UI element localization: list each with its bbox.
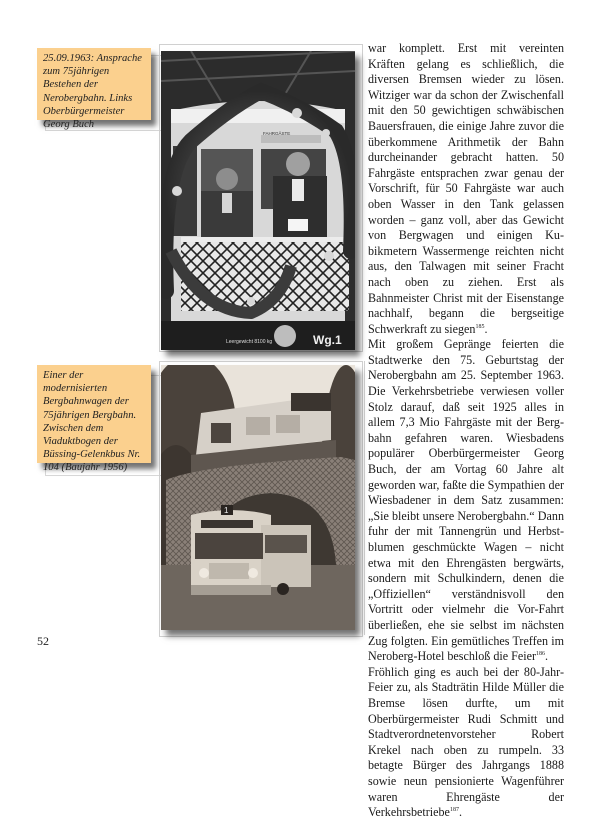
paragraph-3: Fröhlich ging es auch bei der 80-Jahr-Feier zu, als Stadträtin Hilde Müller die Bremse lösen durfte, um mit Oberbürgermeister Rudi Schmitt und Stadtverordnetenvorsteher Robert Krekel nach oben zu rumpeln. 33 betagte Bürger des Jahrgangs 1888 sowie neun pensionierte Wagenführer waren Ehrengäste der Verkehrsbetriebe$^{187}$. <box>368 664 564 820</box>
photo-anniversary-speech <box>161 51 355 350</box>
footnote-186[interactable]: 186 <box>536 651 546 658</box>
bus-line-number: 1 <box>224 506 229 515</box>
paragraph-1: war komplett. Erst mit vereinten Kräften gelang es schließlich, die diversen Bremsen wieder zu lösen. Witziger war da schon der Zwischenfall mit den 50 gewichtigen schwäbischen Bauersfrauen, die einige Jahre zuvor die überkommene Arithmetik der Bahn durcheinander gebracht hatten. 50 Fahrgäste entsprachen zwar genau der Vorschrift, für 50 Fahrgäste war auch oben Wasser in den Tank gelassen worden – ganz voll, aber das Gewicht von Bergwagen und einigen Kubikmetern Wassermenge reichten nicht aus, den Talwagen mit seiner Fracht nach oben zu ziehen. Erst als Bahnmeister Christ mit der Eisenstange nachhalf, begann die bergseitige Schwerkraft zu siegen$^{185}$. <box>368 41 564 336</box>
caption-text: Einer der modernisierten Bergbahnwagen der 75jährigen Bergbahn. Zwischen dem Viaduktbogen der Büssing-Gelenkbus Nr. 104 (Baujahr 1956) <box>43 370 141 474</box>
photo-caption-1 <box>37 48 151 131</box>
photo-2-image <box>161 365 355 630</box>
wg1-plate: Wg.1 <box>313 333 342 347</box>
footnote-185[interactable]: 185 <box>475 323 485 330</box>
article-body <box>368 41 564 821</box>
footnote-187[interactable]: 187 <box>449 807 459 814</box>
photo-caption-2 <box>37 365 151 474</box>
photo-1-image <box>161 51 355 350</box>
fahrgaeste-sign: FAHRGÄSTE <box>263 131 291 136</box>
page-number: 52 <box>37 634 49 648</box>
column-rule <box>364 361 365 635</box>
caption-text: 25.09.1963: Ansprache zum 75jährigen Bestehen der Nerobergbahn. Links Oberbürgermeister Georg Buch <box>43 53 142 131</box>
paragraph-2: Mit großem Gepränge feierten die Stadtwerke den 75. Geburtstag der Nerobergbahn am 25. September 1963. Die Verkehrsbetriebe verwiesen voller Stolz darauf, daß seit 1925 alles in allem 7,3 Mio Fahrgäste mit der Bergbahn gefahren waren. Wiesbadens populärer Oberbürgermeister Georg Buch, der am Vortag 60 Jahre alt geworden war, faßte die Sympathien der Wiesbadener in dem Satz zusammen: „Sie bleibt unsere Nerobergbahn.“ Dann fuhr der mit Tannengrün und Herbstblumen geschmückte Wagen – nicht etwa mit den Ehrengästen bergwärts, sondern mit Schulkindern, denen die „Offiziellen“ verständnisvoll den Vortritt oder vielmehr die Vor-Fahrt überließen, ehe sie selbst im nächsten Zug folgten. Ein gemütliches Treffen im Neroberg-Hotel beschloß die Feier$^{186}$. <box>368 337 564 664</box>
weight-label: Leergewicht 8100 kg <box>226 339 273 345</box>
photo-viaduct-bus <box>161 365 355 630</box>
